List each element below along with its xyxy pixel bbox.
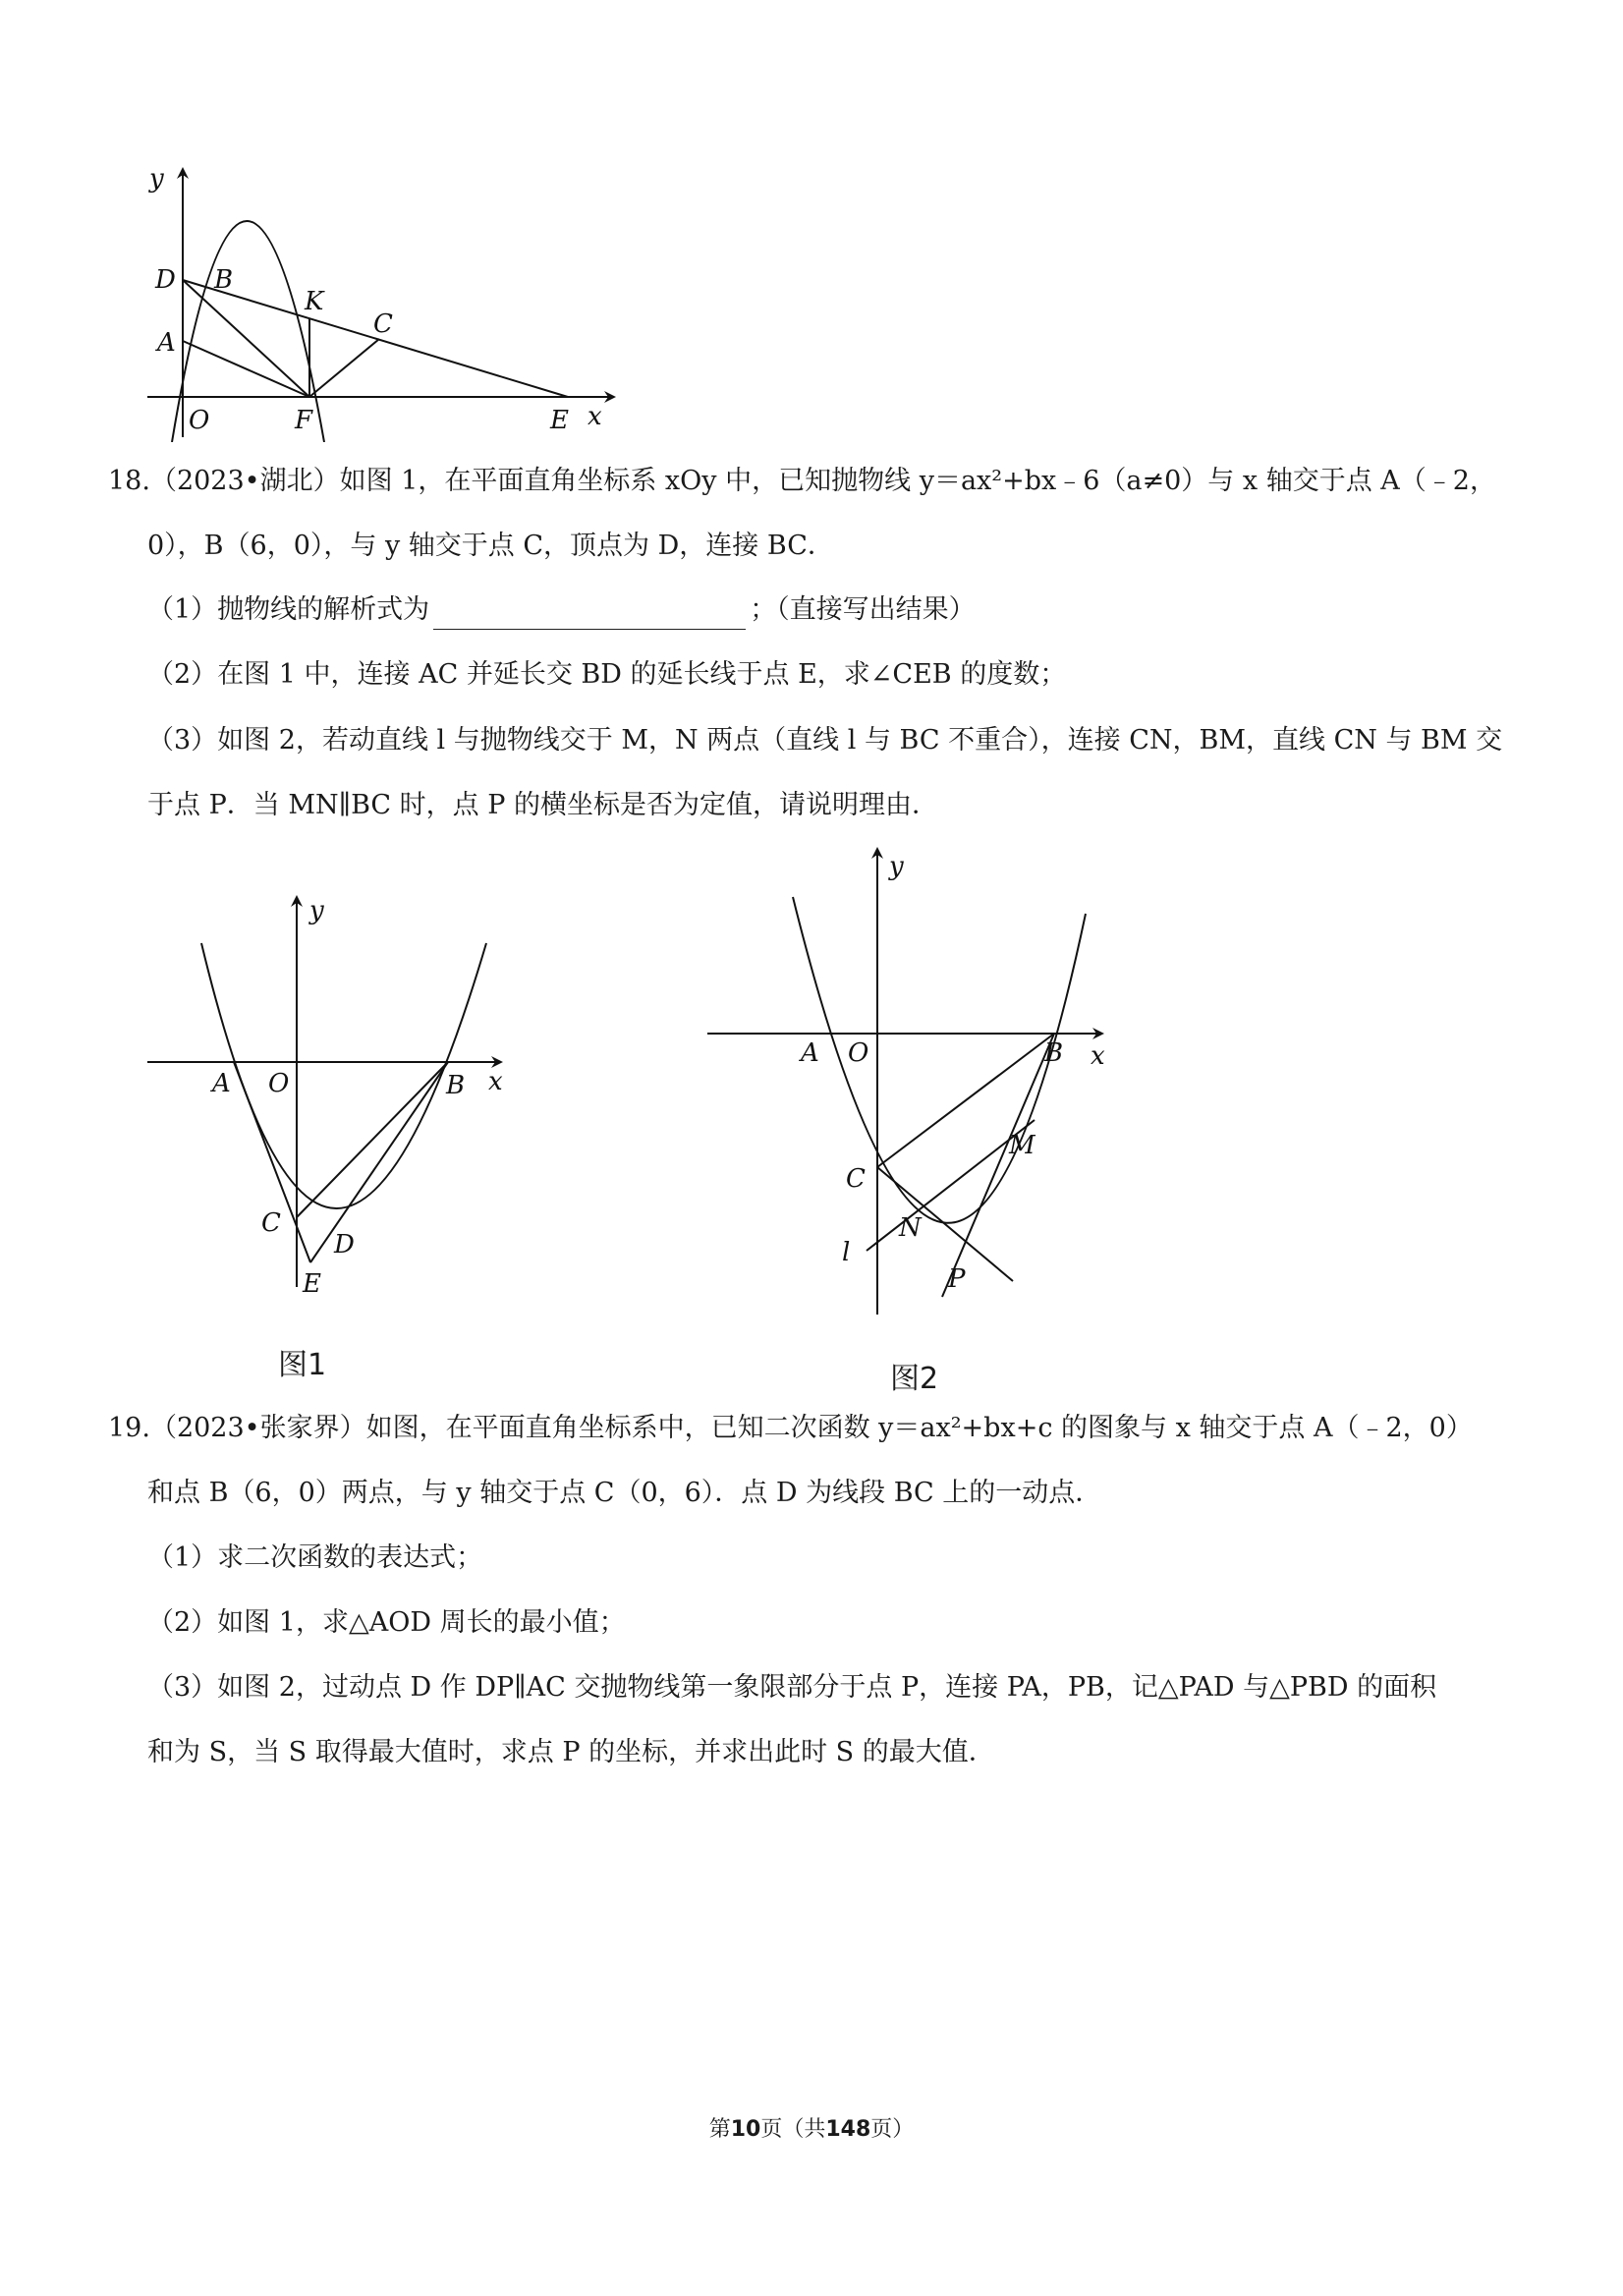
q18-part1-suffix: ；（直接写出结果） bbox=[750, 594, 976, 625]
figure-2-caption: 图2 bbox=[890, 1362, 939, 1396]
label-D: D bbox=[334, 1230, 355, 1260]
label-E: E bbox=[550, 406, 569, 435]
page-total: 148 bbox=[825, 2117, 871, 2142]
label-A: A bbox=[212, 1069, 231, 1098]
q18-line2: 0），B（6，0），与 y 轴交于点 C，顶点为 D，连接 BC． bbox=[147, 531, 834, 561]
q18-part1 bbox=[147, 590, 976, 630]
label-B: B bbox=[214, 265, 234, 295]
q19-part1: （1）求二次函数的表达式； bbox=[147, 1542, 483, 1573]
q18-part1-prompt: （1）抛物线的解析式为 bbox=[147, 594, 430, 625]
label-K: K bbox=[305, 287, 324, 316]
parabola bbox=[793, 897, 1086, 1223]
label-E: E bbox=[303, 1269, 321, 1299]
q19-part3-line1: （3）如图 2，过动点 D 作 DP∥AC 交抛物线第一象限部分于点 P，连接 PA，PB，记△PAD 与△PBD 的面积 bbox=[147, 1672, 1437, 1703]
label-C: C bbox=[261, 1208, 281, 1238]
label-C: C bbox=[373, 309, 393, 339]
page-number: 10 bbox=[730, 2117, 761, 2142]
label-N: N bbox=[899, 1213, 922, 1243]
label-A: A bbox=[801, 1038, 819, 1068]
label-A: A bbox=[157, 328, 176, 358]
label-P: P bbox=[948, 1264, 966, 1294]
label-O: O bbox=[848, 1038, 869, 1068]
q18-part3-line1: （3）如图 2，若动直线 l 与抛物线交于 M，N 两点（直线 l 与 BC 不重合），连接 CN，BM，直线 CN 与 BM 交 bbox=[147, 725, 1503, 756]
footer-pre: 第 bbox=[708, 2117, 731, 2142]
footer-mid: 页（共 bbox=[760, 2117, 826, 2142]
page-footer bbox=[0, 2112, 1623, 2143]
label-M: M bbox=[1009, 1131, 1035, 1160]
q19-part2: （2）如图 1，求△AOD 周长的最小值； bbox=[147, 1607, 626, 1638]
q19-line2: 和点 B（6，0）两点，与 y 轴交于点 C（0，6）．点 D 为线段 BC 上的一动点． bbox=[147, 1478, 1102, 1508]
label-B: B bbox=[446, 1071, 466, 1100]
figure-2 bbox=[702, 843, 1115, 1315]
q18-part2: （2）在图 1 中，连接 AC 并延长交 BD 的延长线于点 E，求∠CEB 的度数； bbox=[147, 659, 1067, 690]
figure-1 bbox=[138, 889, 531, 1312]
label-x: x bbox=[588, 402, 602, 431]
label-x: x bbox=[1091, 1041, 1105, 1071]
label-y: y bbox=[889, 852, 904, 881]
q18-part3-line2: 于点 P．当 MN∥BC 时，点 P 的横坐标是否为定值，请说明理由． bbox=[147, 790, 938, 820]
label-x: x bbox=[488, 1067, 503, 1096]
label-F: F bbox=[295, 406, 313, 435]
q19-part3-line2: 和为 S，当 S 取得最大值时，求点 P 的坐标，并求出此时 S 的最大值． bbox=[147, 1737, 995, 1767]
label-B: B bbox=[1044, 1038, 1064, 1068]
q18-line1: 18.（2023•湖北）如图 1，在平面直角坐标系 xOy 中，已知抛物线 y＝ax²+bx﹣6（a≠0）与 x 轴交于点 A（﹣2， bbox=[108, 466, 1496, 496]
label-y: y bbox=[309, 896, 324, 925]
figure-1-caption: 图1 bbox=[278, 1348, 327, 1382]
label-y: y bbox=[149, 164, 164, 194]
label-O: O bbox=[189, 406, 210, 435]
label-l: l bbox=[842, 1238, 851, 1267]
footer-post: 页） bbox=[870, 2117, 915, 2142]
q19-line1: 19.（2023•张家界）如图，在平面直角坐标系中，已知二次函数 y＝ax²+bx+c 的图象与 x 轴交于点 A（﹣2，0） bbox=[108, 1413, 1473, 1443]
label-D: D bbox=[155, 265, 176, 295]
label-C: C bbox=[846, 1164, 866, 1194]
figure-top bbox=[138, 157, 629, 442]
answer-blank[interactable] bbox=[433, 599, 746, 630]
label-O: O bbox=[268, 1069, 290, 1098]
